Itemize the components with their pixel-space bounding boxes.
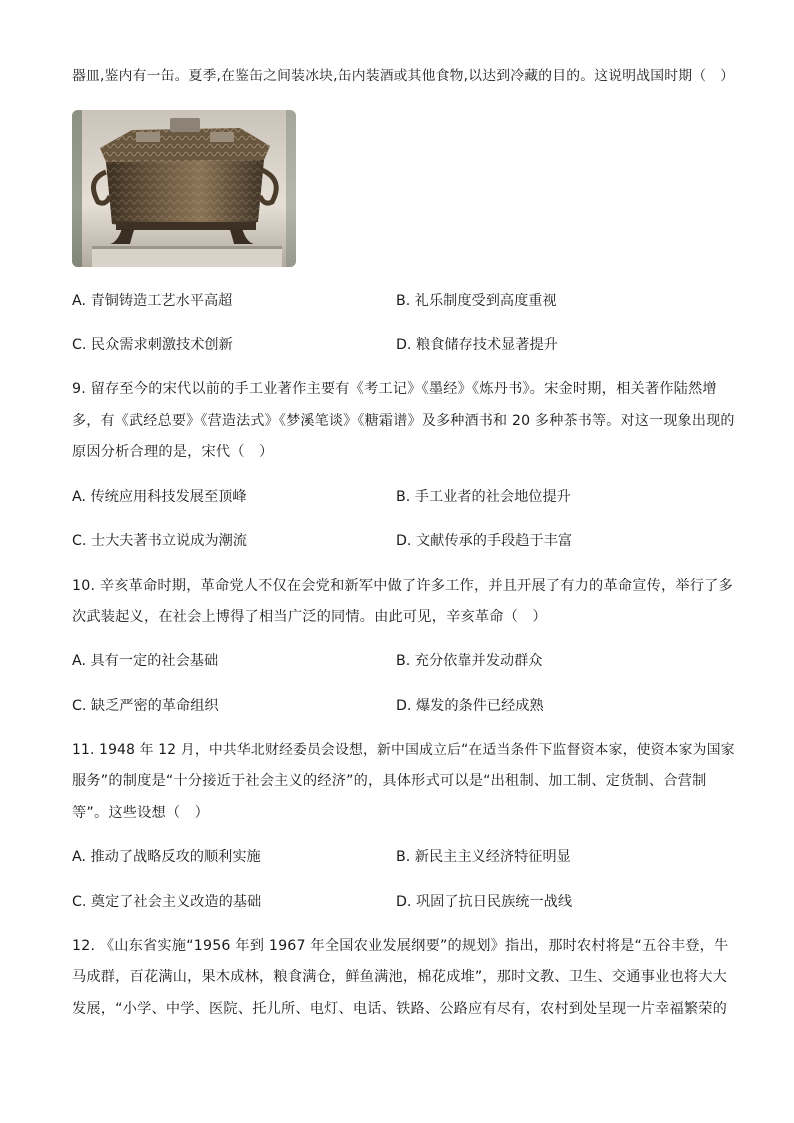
q8-option-b: B. 礼乐制度受到高度重视	[396, 293, 557, 309]
q10-stem-line-2: 次武装起义，在社会上博得了相当广泛的同情。由此可见，辛亥革命（ ）	[72, 609, 547, 625]
bronze-vessel-photo	[72, 110, 296, 267]
q12-stem-line-2: 马成群，百花满山，果木成林，粮食满仓，鲜鱼满池，棉花成堆”，那时文教、卫生、交通事业也将大大	[72, 969, 727, 985]
q11-option-d: D. 巩固了抗日民族统一战线	[396, 894, 573, 910]
q8-option-c: C. 民众需求刺激技术创新	[72, 337, 233, 353]
q10-option-b: B. 充分依靠并发动群众	[396, 653, 543, 669]
q11-stem-line-1: 11. 1948 年 12 月，中共华北财经委员会设想，新中国成立后“在适当条件下监督资本家，使资本家为国家	[72, 742, 735, 758]
q11-option-a: A. 推动了战略反攻的顺利实施	[72, 849, 261, 865]
q10-option-d: D. 爆发的条件已经成熟	[396, 698, 544, 714]
q9-stem-line-3: 原因分析合理的是，宋代（ ）	[72, 444, 274, 460]
q12-stem-line-1: 12. 《山东省实施“1956 年到 1967 年全国农业发展纲要”的规划》指出，那时农村将是“五谷丰登，牛	[72, 938, 729, 954]
q9-option-a: A. 传统应用科技发展至顶峰	[72, 489, 247, 505]
q12-stem-line-3: 发展，“小学、中学、医院、托儿所、电灯、电话、铁路、公路应有尽有，农村到处呈现一片幸福繁荣的	[72, 1001, 727, 1017]
bronze-jian-fou-image	[72, 110, 296, 267]
q8-option-d: D. 粮食储存技术显著提升	[396, 337, 558, 353]
q11-stem-line-3: 等”。这些设想（ ）	[72, 805, 210, 821]
q10-stem-line-1: 10. 辛亥革命时期，革命党人不仅在会党和新军中做了许多工作，并且开展了有力的革命宣传，举行了多	[72, 578, 733, 594]
q10-option-c: C. 缺乏严密的革命组织	[72, 698, 219, 714]
q11-option-b: B. 新民主主义经济特征明显	[396, 849, 571, 865]
q11-stem-line-2: 服务”的制度是“十分接近于社会主义的经济”的，具体形式可以是“出租制、加工制、定货制、合营制	[72, 773, 707, 789]
q10-option-a: A. 具有一定的社会基础	[72, 653, 219, 669]
q9-stem-line-2: 多，有《武经总要》《营造法式》《梦溪笔谈》《糖霜谱》及多种酒书和 20 多种茶书等。对这一现象出现的	[72, 413, 735, 429]
q8-option-a: A. 青铜铸造工艺水平高超	[72, 293, 233, 309]
q11-option-c: C. 奠定了社会主义改造的基础	[72, 894, 262, 910]
q9-stem-line-1: 9. 留存至今的宋代以前的手工业著作主要有《考工记》《墨经》《炼丹书》。宋金时期，相关著作陆然增	[72, 381, 717, 397]
q8-stem-line-1: 器皿,鉴内有一缶。夏季,在鉴缶之间装冰块,缶内装酒或其他食物,以达到冷藏的目的。这说明战国时期（ ）	[72, 68, 735, 84]
q9-option-c: C. 士大夫著书立说成为潮流	[72, 533, 247, 549]
q9-option-d: D. 文献传承的手段趋于丰富	[396, 533, 573, 549]
q9-option-b: B. 手工业者的社会地位提升	[396, 489, 571, 505]
